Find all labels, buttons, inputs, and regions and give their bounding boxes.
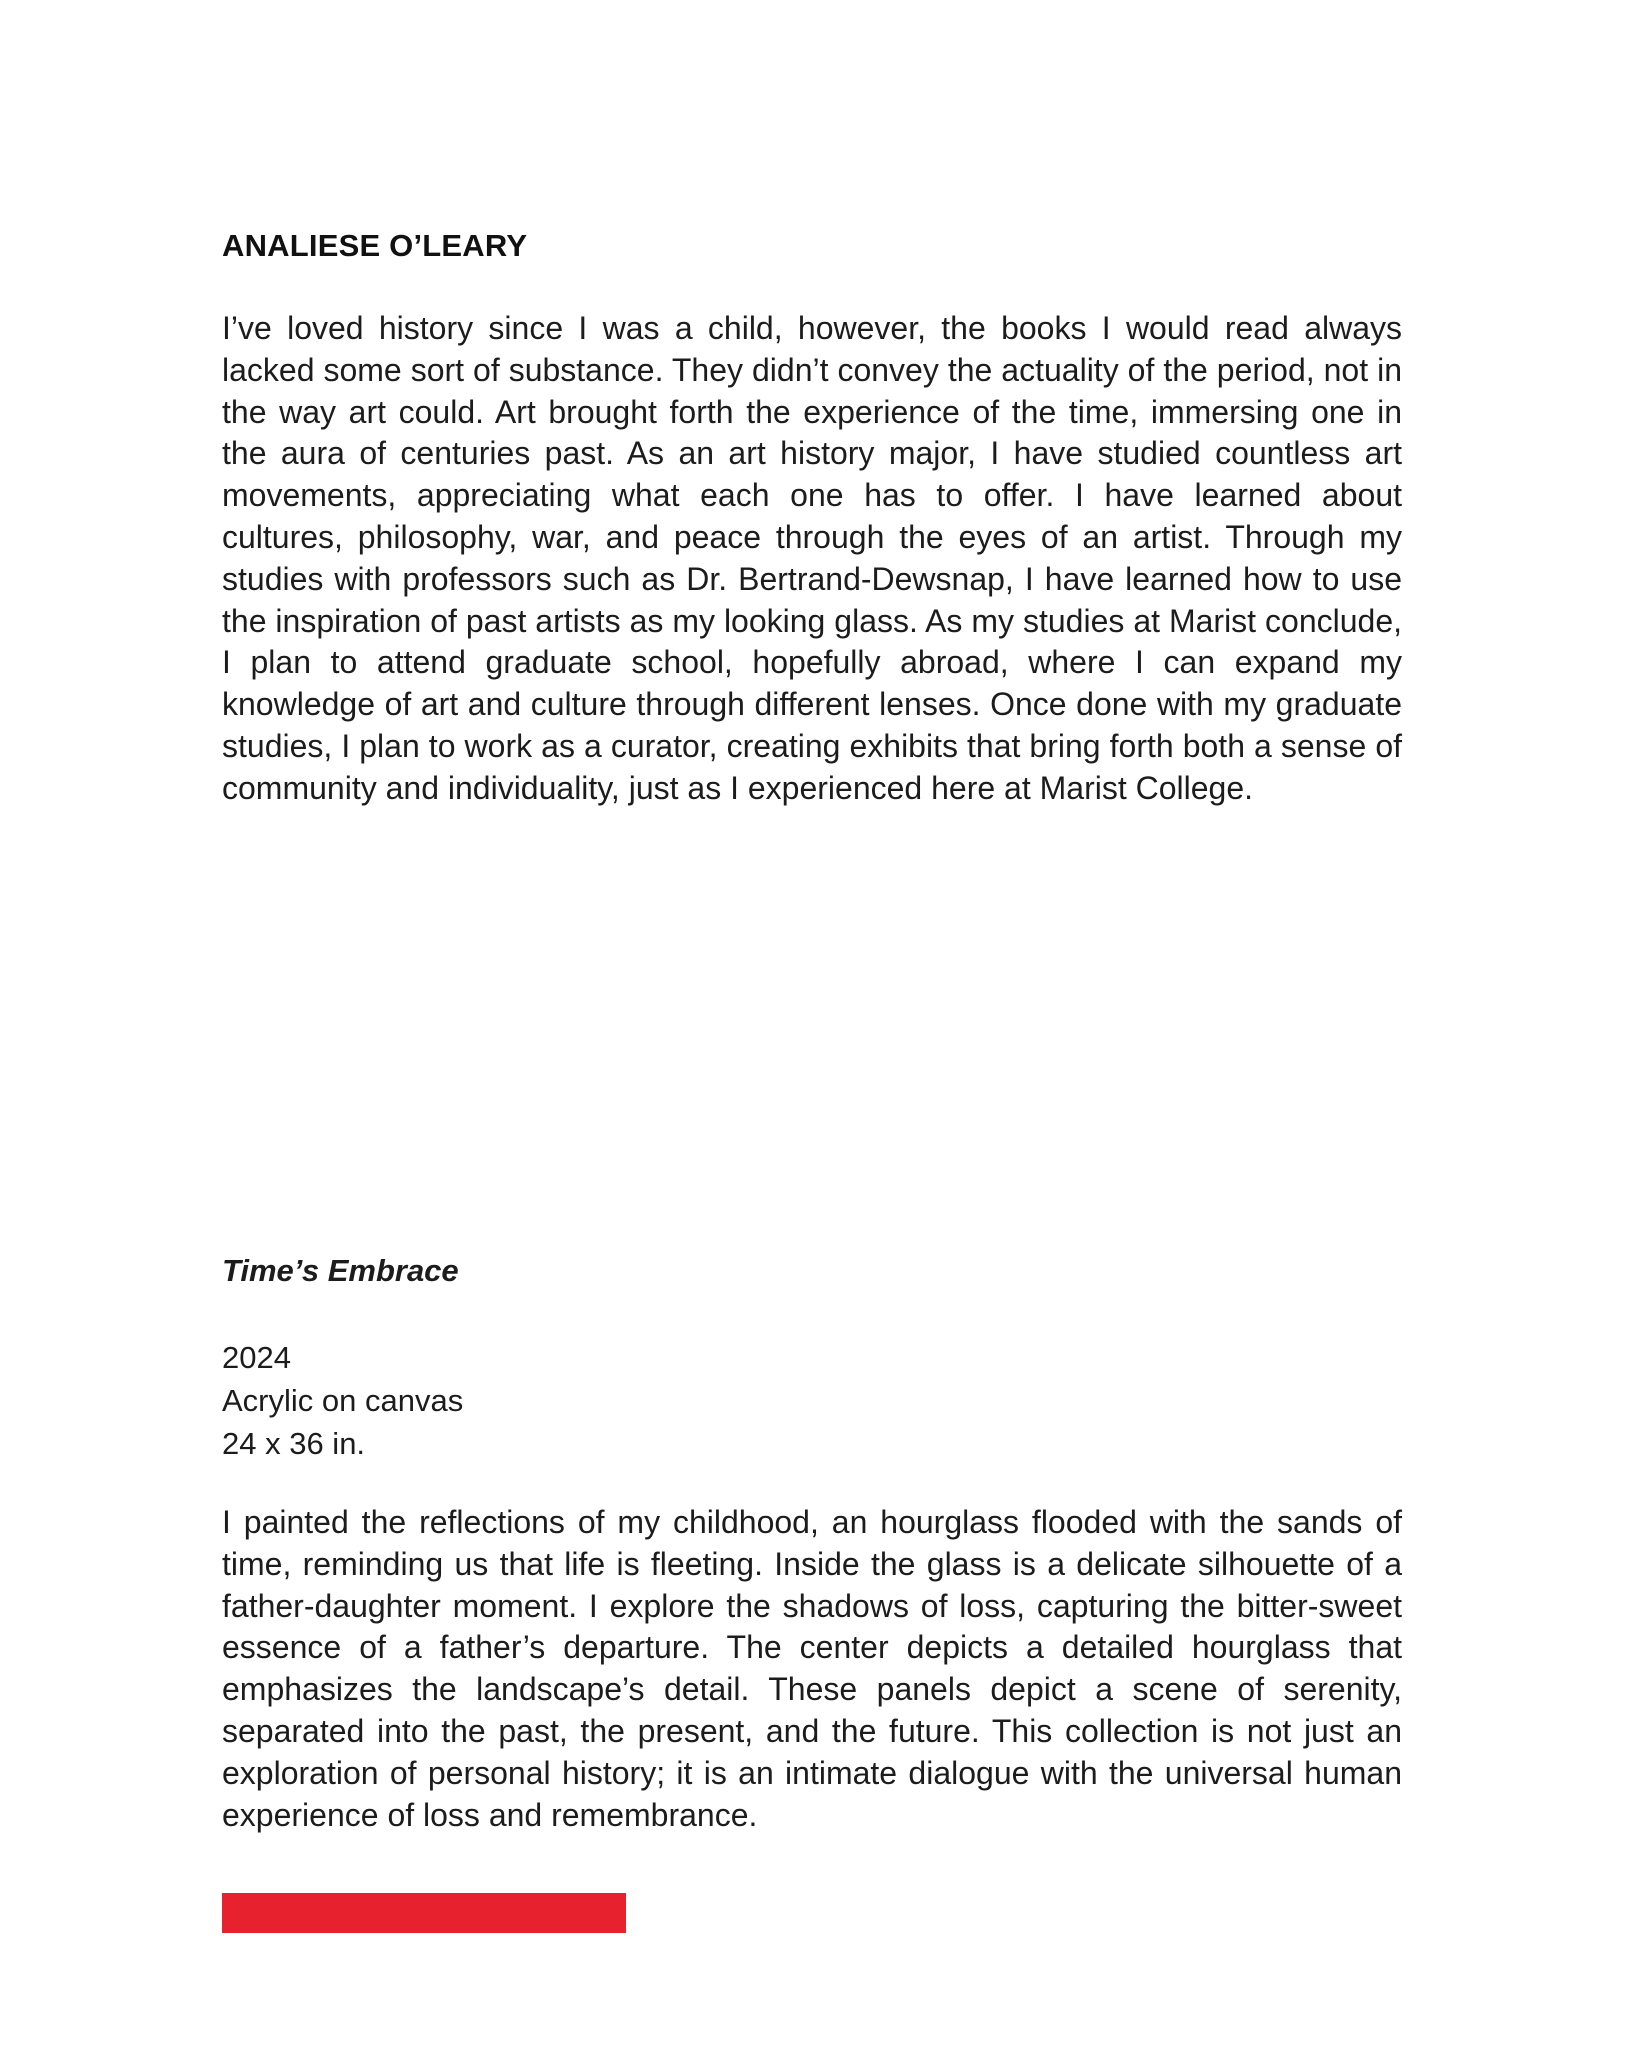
artwork-statement: I painted the reflections of my childhood, an hourglass flooded with the sands of time, reminding us that life is fleeting. Inside the glass is a delicate silhouette of a father-daughter moment. I explore the shadows of loss, capturing the bitter-sweet essence of a father’s departure. The center depicts a detailed hourglass that emphasizes the landscape’s detail. These panels depict a scene of serenity, separated into the past, the present, and the future. This collection is not just an exploration of personal history; it is an intimate dialogue with the universal human experience of loss and remembrance. [222,1504,1402,1833]
artwork-dimensions: 24 x 36 in. [222,1426,366,1461]
accent-bar [222,1893,626,1933]
artwork-details [222,1336,463,1465]
artwork-year: 2024 [222,1340,291,1375]
artwork-title: Time’s Embrace [222,1253,459,1288]
artist-name: ANALIESE O’LEARY [222,228,528,263]
artwork-medium: Acrylic on canvas [222,1383,464,1418]
artist-bio: I’ve loved history since I was a child, however, the books I would read always lacked some sort of substance. They didn’t convey the actuality of the period, not in the way art could. Art brought forth the experience of the time, immersing one in the aura of centuries past. As an art history major, I have studied countless art movements, appreciating what each one has to offer. I have learned about cultures, philosophy, war, and peace through the eyes of an artist. Through my studies with professors such as Dr. Bertrand-Dewsnap, I have learned how to use the inspiration of past artists as my looking glass. As my studies at Marist conclude, I plan to attend graduate school, hopefully abroad, where I can expand my knowledge of art and culture through different lenses. Once done with my graduate studies, I plan to work as a curator, creating exhibits that bring forth both a sense of community and individuality, just as I experienced here at Marist College. [222,310,1402,806]
